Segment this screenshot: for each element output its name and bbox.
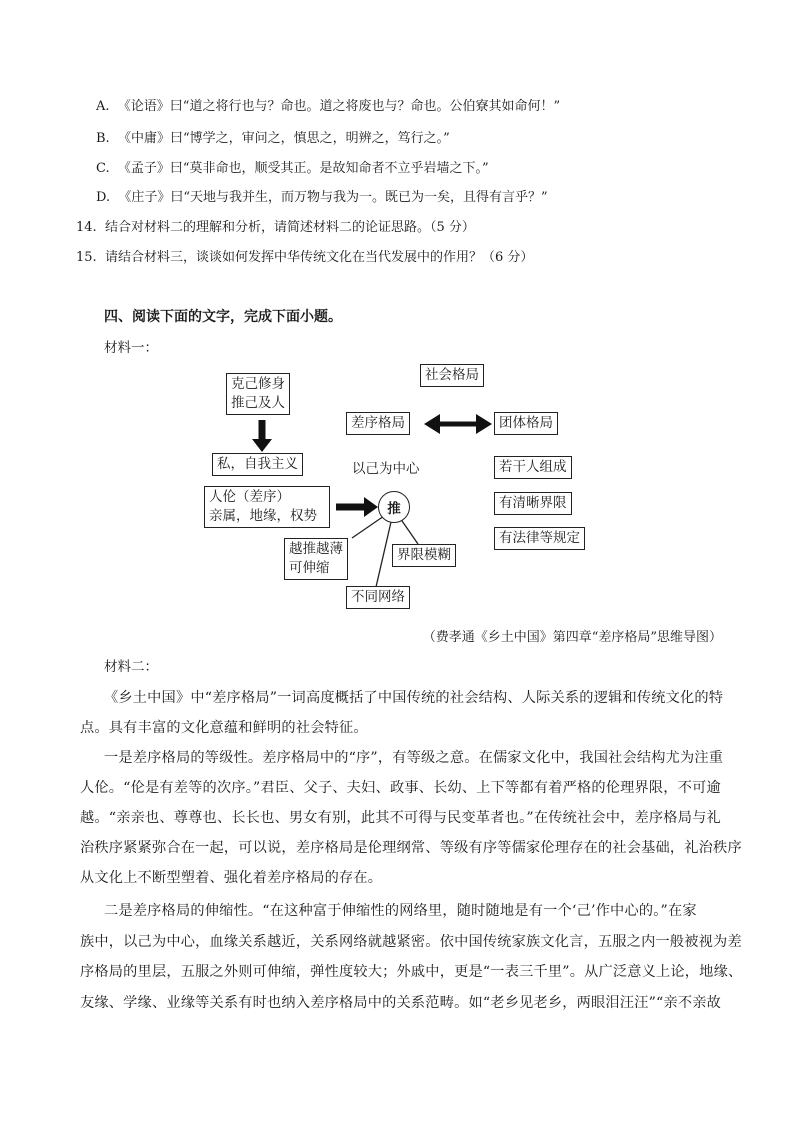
material1-label: 材料一：: [104, 340, 158, 356]
box-different-networks: 不同网络: [346, 586, 410, 609]
option-text: 《庄子》曰“天地与我并生，而万物与我为一。既已为一矣，且得有言乎？”: [118, 190, 548, 205]
paragraph-line: 《乡土中国》中“差序格局”一词高度概括了中国传统的社会结构、人际关系的逻辑和传统文化的特: [104, 690, 724, 706]
box-several-people: 若干人组成: [494, 456, 572, 479]
paragraph-line: 序格局的里层，五服之外则可伸缩，弹性度较大；外戚中，更是“一表三千里”。从广泛意义上论，地缘、: [80, 964, 743, 980]
question-number: 14.: [76, 220, 97, 235]
arrow-right-head: [364, 497, 378, 517]
paragraph-line: 点。具有丰富的文化意蕴和鲜明的社会特征。: [80, 720, 368, 736]
box-social-structure: 社会格局: [420, 364, 484, 387]
box-legal-rules: 有法律等规定: [494, 527, 585, 550]
double-arrow-left-head: [424, 414, 440, 434]
diagram-caption: （费孝通《乡土中国》第四章“差序格局”思维导图）: [422, 630, 722, 645]
option-b: [96, 130, 450, 148]
connector-line: [352, 516, 384, 538]
self-centered-label: 以己为中心: [352, 461, 420, 477]
box-human-ethics: [204, 486, 330, 528]
box-organizational-mode: 团体格局: [494, 412, 558, 435]
connector-line: [376, 522, 391, 587]
double-arrow-right-head: [476, 414, 492, 434]
push-circle: 推: [378, 491, 410, 523]
connector-line: [400, 518, 418, 544]
paragraph-line: 人伦。“伦是有差等的次序。”君臣、父子、夫妇、政事、长幼、上下等都有着严格的伦理界限，不可逾: [80, 780, 721, 796]
option-letter: C.: [96, 161, 110, 176]
paragraph-line: 友缘、学缘、业缘等关系有时也纳入差序格局中的关系范畴。如“老乡见老乡，两眼泪汪汪”“亲不亲故: [80, 995, 722, 1011]
option-letter: A.: [96, 99, 110, 114]
option-a: [96, 98, 560, 116]
box-text: 人伦（差序）: [209, 489, 290, 505]
option-letter: D.: [96, 190, 111, 205]
box-elastic: [284, 538, 348, 580]
box-differential-mode: 差序格局: [346, 412, 410, 435]
option-d: [96, 189, 548, 207]
question-15: [76, 249, 533, 267]
option-text: 《孟子》曰“莫非命也，顺受其正。是故知命者不立乎岩墙之下。”: [117, 161, 489, 176]
paragraph-line: 越。“亲亲也、尊尊也、长长也、男女有别，此其不可得与民变革者也。”在传统社会中，差序格局与礼: [80, 810, 721, 826]
material2-label: 材料二：: [104, 659, 158, 675]
section-title: 四、阅读下面的文字，完成下面小题。: [104, 309, 342, 325]
box-text: 亲属，地缘，权势: [209, 508, 317, 524]
question-text: 结合对材料二的理解和分析，请简述材料二的论证思路。（5 分）: [104, 220, 475, 235]
paragraph-line: 治秩序紧紧弥合在一起，可以说，差序格局是伦理纲常、等级有序等儒家伦理存在的社会基础，礼治秩序: [80, 840, 742, 856]
box-text: 可伸缩: [289, 560, 330, 576]
box-text: 推己及人: [231, 395, 285, 411]
box-text: 克己修身: [231, 376, 285, 392]
box-private-egoism: 私，自我主义: [212, 453, 303, 476]
question-text: 请结合材料三，谈谈如何发挥中华传统文化在当代发展中的作用？（6 分）: [104, 250, 534, 265]
question-14: [76, 219, 475, 237]
option-letter: B.: [96, 131, 110, 146]
box-text: 越推越薄: [289, 541, 343, 557]
paragraph-line: 族中，以己为中心，血缘关系越近，关系网络就越紧密。依中国传统家族文化言，五服之内一般被视为差: [80, 934, 742, 950]
box-blurred-boundary: 界限模糊: [392, 544, 456, 567]
box-self-cultivation: [226, 373, 290, 415]
box-clear-boundary: 有清晰界限: [494, 492, 572, 515]
arrow-down-head: [252, 439, 272, 452]
option-text: 《中庸》曰“博学之，审问之，慎思之，明辨之，笃行之。”: [117, 131, 450, 146]
paragraph-line: 一是差序格局的等级性。差序格局中的“序”，有等级之意。在儒家文化中，我国社会结构尤为注重: [104, 750, 724, 766]
paragraph-line: 二是差序格局的伸缩性。“在这种富于伸缩性的网络里，随时随地是有一个‘己’作中心的。”在家: [104, 903, 697, 919]
paragraph-line: 从文化上不断型塑着、强化着差序格局的存在。: [80, 870, 383, 886]
question-number: 15.: [76, 250, 97, 265]
option-text: 《论语》曰“道之将行也与？命也。道之将废也与？命也。公伯寮其如命何！”: [117, 99, 561, 114]
option-c: [96, 160, 489, 178]
